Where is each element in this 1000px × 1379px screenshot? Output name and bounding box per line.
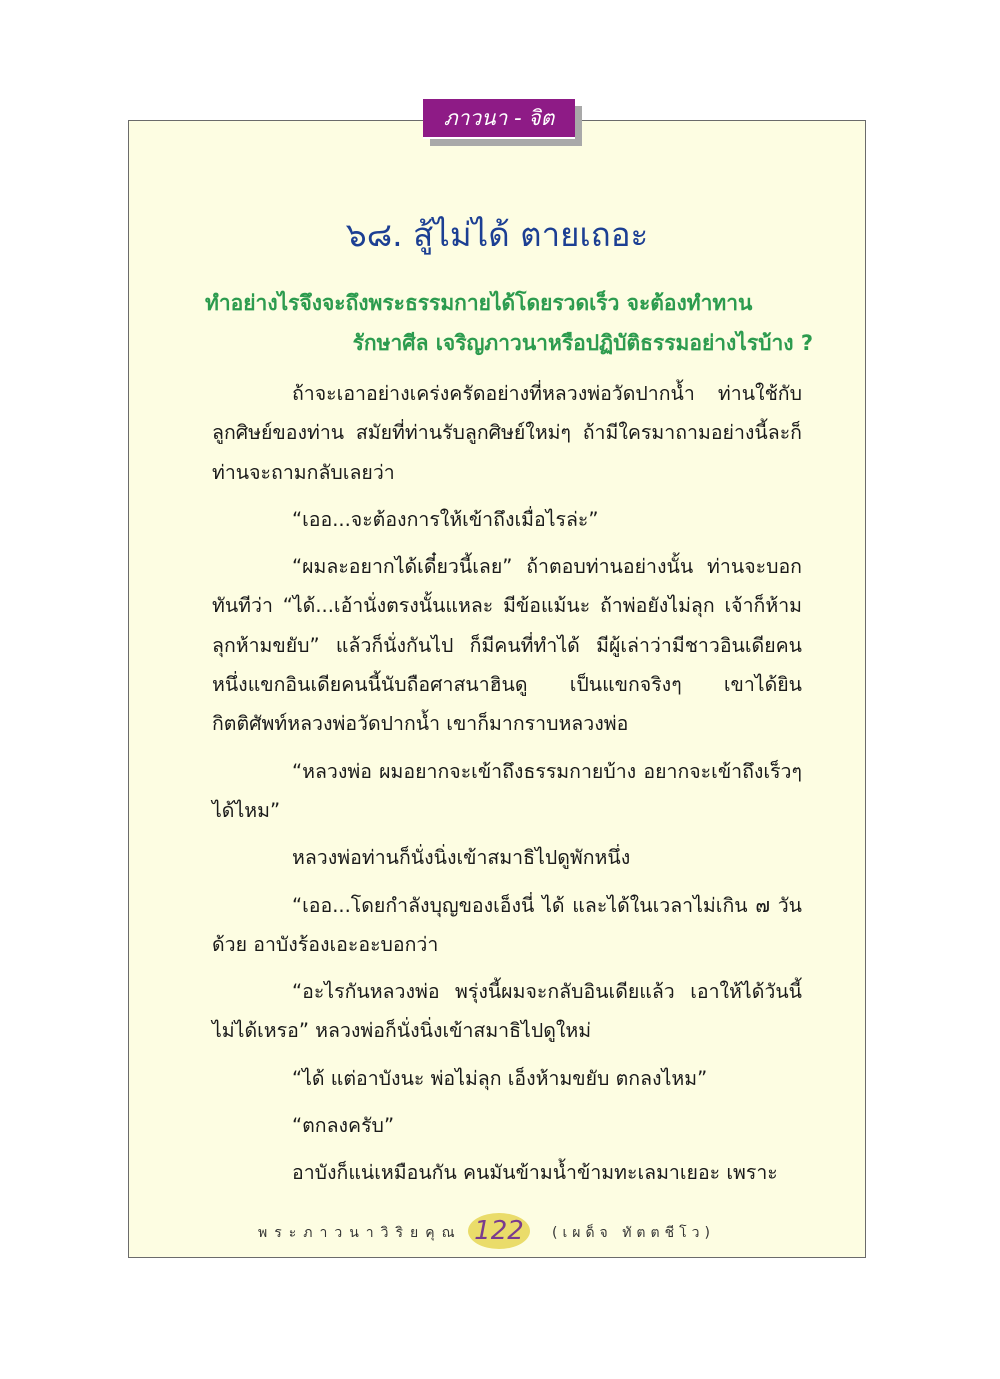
paragraph: “หลวงพ่อ ผมอยากจะเข้าถึงธรรมกายบ้าง อยากจะเข้าถึงเร็วๆ ได้ไหม” bbox=[212, 759, 802, 822]
question-line-1: ทำอย่างไรจึงจะถึงพระธรรมกายได้โดยรวดเร็ว จะต้องทำทาน bbox=[205, 291, 753, 315]
paragraph: ถ้าจะเอาอย่างเคร่งครัดอย่างที่หลวงพ่อวัดปากน้ำ ท่านใช้กับลูกศิษย์ของท่าน สมัยที่ท่านรับลูกศิษย์ใหม่ๆ ถ้ามีใครมาถามอย่างนี้ละก็ท่านจะถามกลับเลยว่า bbox=[212, 382, 802, 484]
footer-author: (เผด็จ ทัตตชีโว) bbox=[552, 1225, 715, 1241]
paragraph: “ผมละอยากได้เดี๋ยวนี้เลย” ถ้าตอบท่านอย่างนั้น ท่านจะบอกทันทีว่า “ได้...เอ้านั่งตรงนั้นแหละ มีข้อแม้นะ ถ้าพ่อยังไม่ลุก เจ้าก็ห้ามลุกห้ามขยับ” แล้วก็นั่งกันไป ก็มีคนที่ทำได้ มีผู้เล่าว่ามีชาวอินเดียคนหนึ่งแขกอินเดียคนนี้นับถือศาสนาฮินดู เป็นแขกจริงๆ เขาได้ยินกิตติศัพท์หลวงพ่อวัดปากน้ำ เขาก็มากราบหลวงพ่อ bbox=[212, 555, 802, 736]
paragraph: หลวงพ่อท่านก็นั่งนิ่งเข้าสมาธิไปดูพักหนึ่ง bbox=[292, 846, 631, 870]
body-text bbox=[212, 374, 802, 1201]
paragraph: “เออ...โดยกำลังบุญของเอ็งนี่ ได้ และได้ในเวลาไม่เกิน ๗ วันด้วย อาบังร้องเอะอะบอกว่า bbox=[212, 893, 802, 956]
chapter-title: ๖๘. สู้ไม่ได้ ตายเถอะ bbox=[345, 215, 649, 254]
paragraph: “ตกลงครับ” bbox=[292, 1114, 395, 1138]
section-tab: ภาวนา - จิต bbox=[423, 99, 575, 139]
paragraph: “เออ...จะต้องการให้เข้าถึงเมื่อไรล่ะ” bbox=[292, 507, 599, 531]
question-line-2: รักษาศีล เจริญภาวนาหรือปฏิบัติธรรมอย่างไรบ้าง ? bbox=[352, 331, 813, 355]
paragraph: “ได้ แต่อาบังนะ พ่อไม่ลุก เอ็งห้ามขยับ ตกลงไหม” bbox=[292, 1066, 708, 1090]
page-number: 122 bbox=[468, 1213, 530, 1249]
footer-book-title: พระภาวนาวิริยคุณ bbox=[258, 1225, 462, 1241]
question-block bbox=[205, 283, 815, 363]
paragraph: “อะไรกันหลวงพ่อ พรุ่งนี้ผมจะกลับอินเดียแล้ว เอาให้ได้วันนี้ไม่ได้เหรอ” หลวงพ่อก็นั่งนิ่งเข้าสมาธิไปดูใหม่ bbox=[212, 980, 802, 1043]
paragraph: อาบังก็แน่เหมือนกัน คนมันข้ามน้ำข้ามทะเลมาเยอะ เพราะ bbox=[292, 1161, 778, 1185]
